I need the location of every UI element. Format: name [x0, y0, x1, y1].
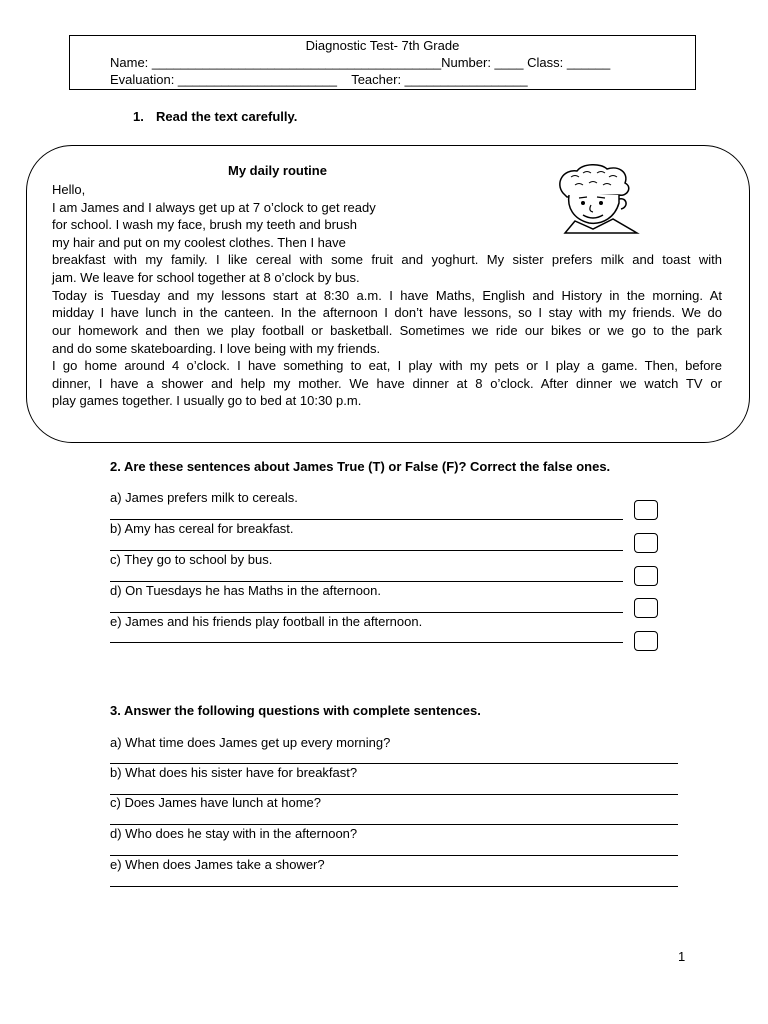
true-false-statement: c) They go to school by bus. [110, 552, 273, 567]
passage-line: I go home around 4 o’clock. I have something to eat, I play with my pets or I play a game. Then, before [52, 358, 722, 373]
question: c) Does James have lunch at home? [110, 795, 321, 810]
passage-line: Hello, [52, 182, 86, 197]
reading-title: My daily routine [228, 163, 327, 178]
true-false-statement: b) Amy has cereal for breakfast. [110, 521, 294, 536]
question: b) What does his sister have for breakfast? [110, 765, 358, 780]
evaluation-teacher-line: Evaluation: ______________________ Teacher: _________________ [110, 72, 528, 87]
answer-line[interactable] [110, 581, 623, 582]
true-false-statement: e) James and his friends play football in the afternoon. [110, 614, 423, 629]
answer-line[interactable] [110, 886, 678, 887]
answer-line[interactable] [110, 612, 623, 613]
true-false-statement: a) James prefers milk to cereals. [110, 490, 298, 505]
passage-line: jam. We leave for school together at 8 o’clock by bus. [52, 270, 360, 285]
passage-line: breakfast with my family. I like cereal with some fruit and yoghurt. My sister prefers milk and toast with [52, 252, 722, 267]
true-false-checkbox[interactable] [634, 598, 658, 618]
passage-line: my hair and put on my coolest clothes. Then I have [52, 235, 346, 250]
true-false-checkbox[interactable] [634, 500, 658, 520]
passage-line: and do some skateboarding. I love being with my friends. [52, 341, 381, 356]
true-false-checkbox[interactable] [634, 566, 658, 586]
answer-line[interactable] [110, 642, 623, 643]
passage-line: for school. I wash my face, brush my teeth and brush [52, 217, 357, 232]
section-1-number: 1. [133, 109, 144, 124]
test-title: Diagnostic Test- 7th Grade [305, 38, 460, 53]
passage-line: dinner, I have a shower and help my mother. We have dinner at 8 o’clock. After dinner we watch TV or [52, 376, 722, 391]
passage-line: Today is Tuesday and my lessons start at 8:30 a.m. I have Maths, English and History in the morning. At [52, 288, 722, 303]
passage-line: midday I have lunch in the canteen. In the afternoon I don’t have lessons, so I stay with my friends. We do [52, 305, 722, 320]
true-false-checkbox[interactable] [634, 631, 658, 651]
answer-line[interactable] [110, 763, 678, 764]
boy-face-icon [553, 163, 657, 235]
question: a) What time does James get up every morning? [110, 735, 391, 750]
question: d) Who does he stay with in the afternoon? [110, 826, 358, 841]
passage-line: I am James and I always get up at 7 o’clock to get ready [52, 200, 376, 215]
section-3-heading: 3. Answer the following questions with complete sentences. [110, 703, 481, 718]
answer-line[interactable] [110, 855, 678, 856]
name-number-class-line: Name: ________________________________________Number: ____ Class: ______ [110, 55, 611, 70]
answer-line[interactable] [110, 824, 678, 825]
answer-line[interactable] [110, 550, 623, 551]
passage-line: our homework and then we play football or basketball. Sometimes we ride our bikes or we go to the park [52, 323, 722, 338]
section-2-heading: 2. Are these sentences about James True (T) or False (F)? Correct the false ones. [110, 459, 611, 474]
true-false-checkbox[interactable] [634, 533, 658, 553]
passage-line: play games together. I usually go to bed at 10:30 p.m. [52, 393, 362, 408]
page-number: 1 [678, 949, 686, 964]
question: e) When does James take a shower? [110, 857, 325, 872]
section-1-heading [133, 109, 297, 124]
answer-line[interactable] [110, 519, 623, 520]
section-1-text: Read the text carefully. [156, 109, 298, 124]
true-false-statement: d) On Tuesdays he has Maths in the afternoon. [110, 583, 381, 598]
header-box [69, 35, 696, 90]
